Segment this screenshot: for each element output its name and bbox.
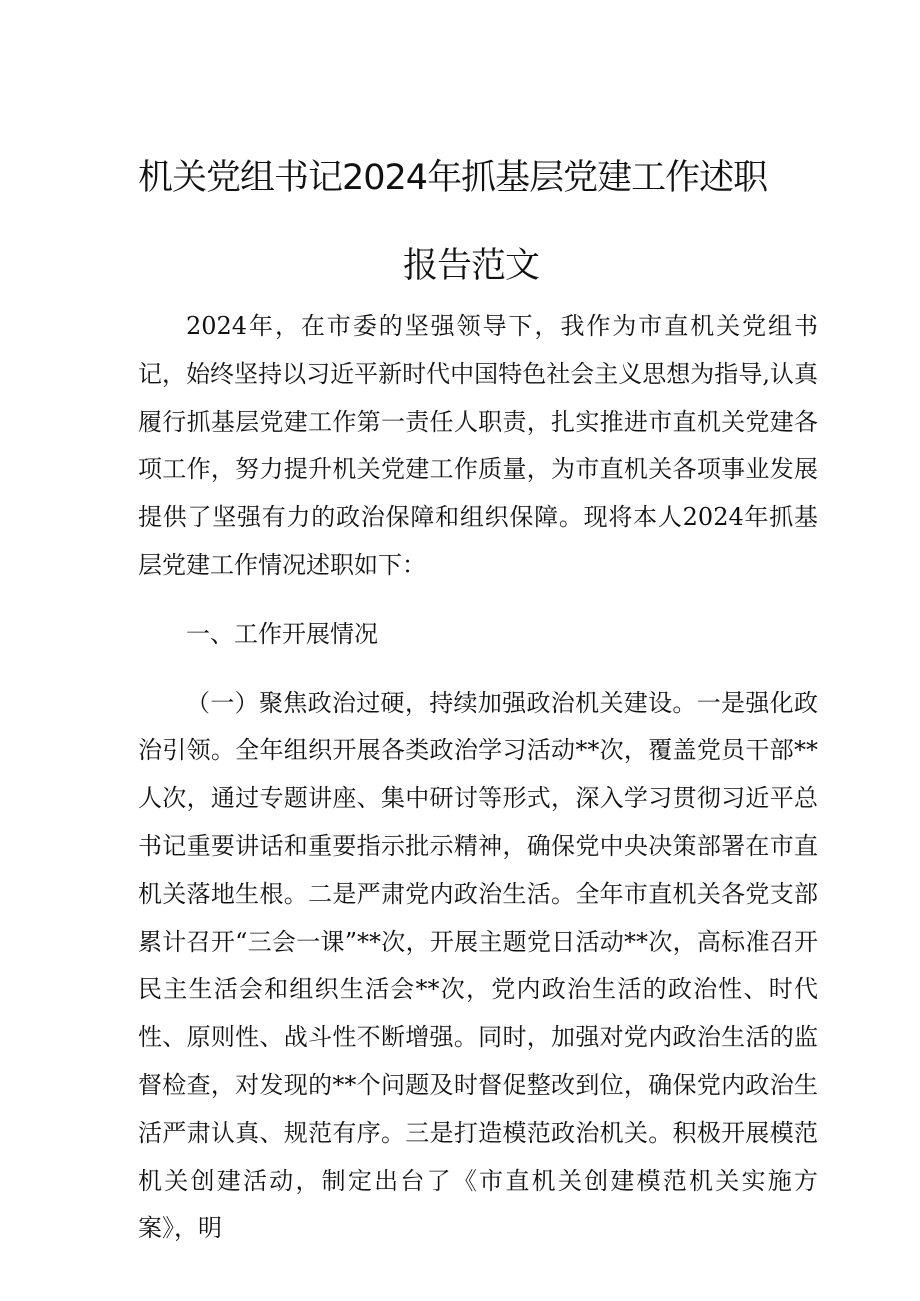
section-heading: 一、工作开展情况 — [186, 619, 378, 648]
document-title-line-1: 机关党组书记2024年抓基层党建工作述职 — [138, 158, 768, 198]
section-paragraph: （一）聚焦政治过硬，持续加强政治机关建设。一是强化政治引领。全年组织开展各类政治学习活动**次，覆盖党员干部**人次，通过专题讲座、集中研讨等形式，深入学习贯彻习近平总书记重要讲话和重要指示批示精神，确保党中央决策部署在市直机关落地生根。二是严肃党内政治生活。全年市直机关各党支部累计召开“三会一课”**次，开展主题党日活动**次，高标准召开民主生活会和组织生活会**次，党内政治生活的政治性、时代性、原则性、战斗性不断增强。同时，加强对党内政治生活的监督检查，对发现的**个问题及时督促整改到位，确保党内政治生活严肃认真、规范有序。三是打造模范政治机关。积极开展模范机关创建活动，制定出台了《市直机关创建模范机关实施方案》，明 — [138, 688, 818, 1243]
document-title-line-2: 报告范文 — [403, 246, 540, 286]
intro-paragraph: 2024年，在市委的坚强领导下，我作为市直机关党组书记，始终坚持以习近平新时代中国特色社会主义思想为指导,认真履行抓基层党建工作第一责任人职责，扎实推进市直机关党建各项工作，努力提升机关党建工作质量，为市直机关各项事业发展提供了坚强有力的政治保障和组织保障。现将本人2024年抓基层党建工作情况述职如下： — [138, 312, 818, 579]
document-body — [138, 303, 818, 1253]
